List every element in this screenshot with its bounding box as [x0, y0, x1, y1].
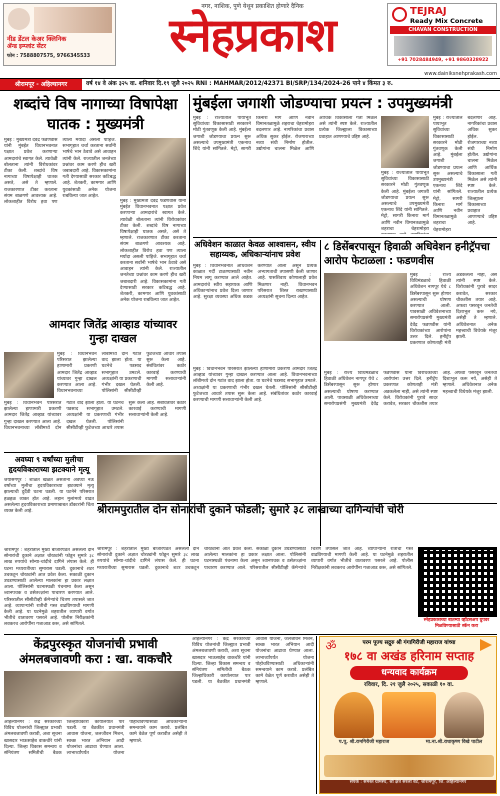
- article-5-body-extra: मुंबई : विधानभवन परिसरात झालेल्या हाणामारी प्रकरणी आमदार जितेंद्र आव्हाड यांच्यावर गुन्हा दाखल करण्यात आला आहे. विधानभवनाच्या लॉबीमध्ये दोन गटांत वाद झाला होता. या घटनेचे पडसाद सभागृहात उमटले. अध्यक्षांनी या प्रकरणाची गंभीर दखल घेतली. पोलिसांनी सीसीटीव्ही फुटेजच्या आधारे तपास सुरू केला आहे. संबंधितांवर कठोर कारवाई करण्याची मागणी सत्ताधाऱ्यांनी केली आहे.: [193, 367, 317, 404]
- article-4-body: मुंबई : राज्य विधिमंडळाचे हिवाळी अधिवेशन नागपूर येथे ८ डिसेंबरपासून सुरू होणार असल्याची घोषणा करण्यात आली. पावसाळी अधिवेशनाच्या समारोपप्रसंगी मुख्यमंत्री देवेंद्र फडणवीस यांनी विरोधकांच्या आरोपांना उत्तर दिले. हनीट्रॅप प्रकरणात कोणताही मंत्री अडकलेला नाही, असे त्यांनी स्पष्ट केले. विरोधकांनी पुरावे सादर करावेत, सरकार चौकशीस तयार आहे. अफवा पसरवून जनतेची दिशाभूल करू नये, असेही ते म्हणाले. अधिवेशनात अनेक महत्त्वाची विधेयके मंजूर झाली.: [410, 273, 497, 347]
- dateline-bar: [0, 78, 500, 91]
- deity-photo: [382, 692, 436, 738]
- website-link[interactable]: www.dainiksnehprakash.com: [424, 71, 497, 77]
- article-3-body: मुंबई : विधानभवनात अधिवेशन काळात गर्दी टाळण्यासाठी नवीन नियम लागू करण्यात आले आहेत. आमदारांचे स्वीय सहाय्यक आणि अधिकाऱ्यांनाच प्रवेश दिला जाणार आहे. सुरक्षा व्यवस्था अधिक कडक करण्यात आली असून प्रत्येक अभ्यागताची तपासणी केली जाणार आहे. पासशिवाय कोणालाही प्रवेश मिळणार नाही. विधानभवन परिसरात शिस्त राखण्यासाठी अध्यक्षांनी सूचना दिल्या आहेत.: [193, 264, 317, 301]
- newspaper-title: स्नेहप्रकाश: [169, 8, 336, 62]
- section-divider: [193, 237, 497, 238]
- article-5-headline[interactable]: आमदार जितेंद्र आव्हाड यांच्यावर गुन्हा दाखल: [48, 318, 178, 345]
- article-1-headline[interactable]: शब्दांचे विष नागाच्या विषापेक्षा घातक : मुख्यमंत्री: [13, 95, 178, 133]
- event-date: रविवार, दि. २१ जुलै २०२५, सकाळी १० वा.: [364, 682, 454, 688]
- article-1-body-continued: मुंबई : मुख्यमंत्री देवेंद्र फडणवीस यांनी मुंबईत विधानभवनात पक्षात प्रवेश करणाऱ्या आमदारांचे स्वागत केले. त्यावेळी बोलताना त्यांनी विरोधकांवर टीका केली. शब्दांचे विष नागाच्या विषापेक्षाही घातक असते, असे ते म्हणाले. राजकारणात टीका करताना संयम बाळगणे आवश्यक आहे. लोकशाहीत विरोध हवा पण त्याला मर्यादा असली पाहिजे. सभागृहात चर्चा करताना सर्वांनी भाषेचे भान ठेवावे असे आवाहन त्यांनी केले. राज्यातील जनतेच्या प्रश्नांवर काम करणे हीच खरी जबाबदारी आहे. विकासकामांना गती देण्यासाठी सरकार कटिबद्ध आहे. शेतकरी, कामगार आणि युवकांसाठी अनेक योजना राबविल्या जात आहेत.: [120, 199, 186, 304]
- article-6-headline[interactable]: अवघ्या ९ वर्षांच्या मुलीचा हृदयविकाराच्या झटक्याने मृत्यू: [8, 455, 90, 474]
- article-4-photo: [324, 273, 407, 341]
- section-divider: [4, 634, 497, 635]
- event-person2: मा.ना.श्री.राधाकृष्ण विखे पाटील: [425, 740, 483, 745]
- article-4-body-continued: मुंबई : राज्य विधिमंडळाचे हिवाळी अधिवेशन नागपूर येथे ८ डिसेंबरपासून सुरू होणार असल्याची घोषणा करण्यात आली. पावसाळी अधिवेशनाच्या समारोपप्रसंगी मुख्यमंत्री देवेंद्र फडणवीस यांनी विरोधकांच्या आरोपांना उत्तर दिले. हनीट्रॅप प्रकरणात कोणताही मंत्री अडकलेला नाही, असे त्यांनी स्पष्ट केले. विरोधकांनी पुरावे सादर करावेत, सरकार चौकशीस तयार आहे. अफवा पसरवून जनतेची दिशाभूल करू नये, असेही ते म्हणाले. अधिवेशनात अनेक महत्त्वाची विधेयके मंजूर झाली.: [324, 371, 497, 408]
- article-5-photo: [4, 352, 54, 398]
- article-2-body-continued: मुंबई : राज्यातील पायाभूत सुविधांच्या विकासासाठी सरकारने मोठी गुंतवणूक केली आहे. मुंबईला जगाशी जोडण्याचा प्रयत्न सुरू असल्याचे उपमुख्यमंत्री एकनाथ शिंदे यांनी सांगितले. मेट्रो, सागरी किनारा मार्ग आणि नवीन विमानतळामुळे शहराचा चेहरामोहरा: [381, 171, 429, 232]
- article-5-body-continued: मुंबई : विधानभवन परिसरात झालेल्या हाणामारी प्रकरणी आमदार जितेंद्र आव्हाड यांच्यावर गुन्हा दाखल करण्यात आला आहे. विधानभवनाच्या लॉबीमध्ये दोन गटांत वाद झाला होता. या घटनेचे पडसाद सभागृहात उमटले. अध्यक्षांनी या प्रकरणाची गंभीर दखल घेतली. पोलिसांनी सीसीटीव्ही फुटेजच्या आधारे तपास सुरू केला आहे. संबंधितांवर कठोर कारवाई करण्याची मागणी सत्ताधाऱ्यांनी केली आहे.: [4, 401, 186, 431]
- article-4-headline[interactable]: ८ डिसेंबरपासून हिवाळी अधिवेशन हनीट्रॅपचा आरोप फेटाळला : फडणवीस: [324, 241, 490, 267]
- article-5-body: मुंबई : विधानभवन परिसरात झालेल्या हाणामारी प्रकरणी आमदार जितेंद्र आव्हाड यांच्यावर गुन्हा दाखल करण्यात आला आहे. विधानभवनाच्या लॉबीमध्ये दोन गटांत वाद झाला होता. या घटनेचे पडसाद सभागृहात उमटले. अध्यक्षांनी या प्रकरणाची गंभीर दखल घेतली. पोलिसांनी सीसीटीव्ही फुटेजच्या आधारे तपास सुरू केला आहे. संबंधितांवर कठोर कारवाई करण्याची मागणी सत्ताधाऱ्यांनी केली आहे.: [57, 352, 186, 395]
- newspaper-tagline: नगर, नाशिक, पुणे येथून प्रकाशित होणारे दैनिक: [201, 3, 304, 10]
- tejraj-logo-icon: [392, 7, 407, 22]
- section-divider: [4, 452, 189, 453]
- clinic-phone: फोन : 7588807575, 9766345533: [7, 54, 91, 59]
- om-icon: ॐ: [325, 639, 337, 653]
- qr-caption: स्नेहप्रकाशच्या बातम्या व्हॉटसअप ग्रुपवर मिळविण्यासाठी स्कॅन करा: [423, 618, 490, 629]
- person2-photo: [444, 692, 484, 738]
- tejraj-company: CHAVAN CONSTRUCTION: [390, 26, 496, 34]
- article-6-photo: [97, 455, 187, 501]
- article-6-body: जयसिंगपूर : शाळेत खेळत असताना अवघ्या नऊ वर्षांच्या मुलीचा हृदयविकाराच्या झटक्याने मृत्यू झाल्याची दुर्दैवी घटना घडली. या घटनेने परिसरात हळहळ व्यक्त होत आहे. लहान मुलांमध्ये वाढत असलेल्या हृदयविकाराच्या प्रमाणाबाबत डॉक्टरांनी चिंता व्यक्त केली आहे.: [4, 478, 94, 515]
- article-3-headline[interactable]: अधिवेशन काळात केवळ आश्वासन, स्वीय सहाय्यक, अधिकाऱ्यांनाच प्रवेश: [194, 240, 316, 259]
- tejraj-product: Ready Mix Concrete: [410, 17, 483, 25]
- dateline-city: श्रीरामपूर - अहिल्यानगर: [0, 79, 82, 90]
- event-person1: प.पू. श्री.रामगिरीजी महाराज: [338, 740, 390, 745]
- article-1-photo: [120, 138, 186, 196]
- article-1-body: मुंबई : मुख्यमंत्री देवेंद्र फडणवीस यांनी मुंबईत विधानभवनात पक्षात प्रवेश करणाऱ्या आमदारांचे स्वागत केले. त्यावेळी बोलताना त्यांनी विरोधकांवर टीका केली. शब्दांचे विष नागाच्या विषापेक्षाही घातक असते, असे ते म्हणाले. राजकारणात टीका करताना संयम बाळगणे आवश्यक आहे. लोकशाहीत विरोध हवा पण त्याला मर्यादा असली पाहिजे. सभागृहात चर्चा करताना सर्वांनी भाषेचे भान ठेवावे असे आवाहन त्यांनी केले. राज्यातील जनतेच्या प्रश्नांवर काम करणे हीच खरी जबाबदारी आहे. विकासकामांना गती देण्यासाठी सरकार कटिबद्ध आहे. शेतकरी, कामगार आणि युवकांसाठी अनेक योजना राबविल्या जात आहेत.: [4, 138, 116, 206]
- article-7-body: श्रीरामपूर : शहरातील मुख्य बाजारपेठेत असलेली दोन सोनारांची दुकाने अज्ञात चोरट्यांनी फोडून सुमारे ३८ लाख रुपयांचे सोन्या-चांदीचे दागिने लंपास केले. ही घटना मध्यरात्रीच्या सुमारास घडली. दुकानाचे शटर उचकटून चोरट्यांनी आत प्रवेश केला. सकाळी दुकान उघडण्यासाठी आलेल्या मालकांना हा प्रकार लक्षात आला. पोलिसांनी घटनास्थळी पंचनामा केला असून श्वानपथक व ठसेतज्ज्ञांना पाचारण करण्यात आले. परिसरातील सीसीटीव्ही कॅमेऱ्यांचे चित्रण तपासले जात आहे. व्यापाऱ्यांनी रात्रीची गस्त वाढविण्याची मागणी केली आहे. या घटनेमुळे शहरातील व्यापारी वर्गात भीतीचे वातावरण पसरले आहे. पोलीस निरीक्षकांनी लवकरच आरोपींना गजाआड करू, असे सांगितले.: [97, 547, 413, 571]
- column-divider: [316, 636, 317, 794]
- smile-photo: [34, 7, 112, 33]
- person1-photo: [334, 692, 374, 738]
- article-7-headline[interactable]: श्रीरामपुरातील दोन सोनारांची दुकाने फोडली; सुमारे ३८ लाखाच्या दागिन्यांची चोरी: [97, 504, 404, 516]
- article-2-sidebar: मुंबई : राज्यातील पायाभूत सुविधांच्या विकासासाठी सरकारने मोठी गुंतवणूक केली आहे. मुंबईला जगाशी जोडण्याचा प्रयत्न सुरू असल्याचे उपमुख्यमंत्री एकनाथ शिंदे यांनी सांगितले. मेट्रो, सागरी किनारा मार्ग आणि नवीन विमानतळामुळे शहराचा चेहरामोहरा बदलणार आहे. नागरिकांचा प्रवास अधिक सुकर होईल. रोजगाराच्या नव्या संधी निर्माण होतील. उद्योगांना चालना मिळेल आणि आर्थिक विकासाला गती मिळेल असे त्यांनी स्पष्ट केले. राज्यातील प्रत्येक जिल्ह्याला विकासाच्या प्रवाहात आणण्याचे उद्दिष्ट आहे.: [433, 116, 497, 233]
- mixer-truck-photo: [394, 36, 492, 56]
- event-title: १७८ वा अखंड हरिनाम सप्ताह: [343, 649, 475, 663]
- tejraj-brand: TEJRAJ: [410, 6, 447, 17]
- event-footer: संपर्क : समस्त ग्रामस्थ, श्री क्षेत्र सरला बेट, श्रीरामपूर, जि. अहिल्यानगर: [320, 780, 496, 793]
- article-8-body: अहिल्यानगर : केंद्र सरकारच्या विविध योजनांची जिल्ह्यात प्रभावी अंमलबजावणी करावी, अशा सूचना खासदार भाऊसाहेब वाकचौरे यांनी दिल्या. जिल्हा विकास समन्वय व संनियंत्रण समितीची बैठक जिल्हाधिकारी कार्यालयात पार पडली. या बैठकीत प्रधानमंत्री आवास योजना, जलजीवन मिशन, स्वच्छ भारत अभियान आदी योजनांचा आढावा घेण्यात आला. लाभार्थ्यांपर्यंत योजना पोहोचविण्यासाठी अधिकाऱ्यांनी समन्वयाने काम करावे. प्रलंबित कामे वेळेत पूर्ण करावीत असेही ते म्हणाले.: [4, 720, 187, 757]
- masthead: [0, 0, 500, 70]
- article-7-body-left-column: श्रीरामपूर : शहरातील मुख्य बाजारपेठेत असलेली दोन सोनारांची दुकाने अज्ञात चोरट्यांनी फोडून सुमारे ३८ लाख रुपयांचे सोन्या-चांदीचे दागिने लंपास केले. ही घटना मध्यरात्रीच्या सुमारास घडली. दुकानाचे शटर उचकटून चोरट्यांनी आत प्रवेश केला. सकाळी दुकान उघडण्यासाठी आलेल्या मालकांना हा प्रकार लक्षात आला. पोलिसांनी घटनास्थळी पंचनामा केला असून श्वानपथक व ठसेतज्ज्ञांना पाचारण करण्यात आले. परिसरातील सीसीटीव्ही कॅमेऱ्यांचे चित्रण तपासले जात आहे. व्यापाऱ्यांनी रात्रीची गस्त वाढविण्याची मागणी केली आहे. या घटनेमुळे शहरातील व्यापारी वर्गात भीतीचे वातावरण पसरले आहे. पोलीस निरीक्षकांनी लवकरच आरोपींना गजाआड करू, असे सांगितले.: [4, 548, 94, 628]
- article-8-body-continued: अहिल्यानगर : केंद्र सरकारच्या विविध योजनांची जिल्ह्यात प्रभावी अंमलबजावणी करावी, अशा सूचना खासदार भाऊसाहेब वाकचौरे यांनी दिल्या. जिल्हा विकास समन्वय व संनियंत्रण समितीची बैठक जिल्हाधिकारी कार्यालयात पार पडली. या बैठकीत प्रधानमंत्री आवास योजना, जलजीवन मिशन, स्वच्छ भारत अभियान आदी योजनांचा आढावा घेण्यात आला. लाभार्थ्यांपर्यंत योजना पोहोचविण्यासाठी अधिकाऱ्यांनी समन्वयाने काम करावे. प्रलंबित कामे वेळेत पूर्ण करावीत असेही ते म्हणाले.: [192, 637, 314, 686]
- event-program: धन्यवाद कार्यक्रम: [350, 666, 468, 680]
- column-divider: [189, 94, 190, 546]
- event-top-line: परम पूज्य सद्गुरु श्री गंगागिरीजी महाराज यांच्या: [362, 640, 456, 646]
- column-divider: [320, 240, 321, 546]
- dental-clinic-ad[interactable]: [3, 3, 116, 66]
- clinic-title: नीड डेंटल केअर क्लिनिक: [7, 35, 67, 43]
- event-speakers-row: [324, 755, 494, 777]
- article-2-headline[interactable]: मुंबईला जगाशी जोडण्याचा प्रयत्न : उपमुख्यमंत्री: [193, 94, 453, 112]
- article-2-photo: [381, 116, 429, 168]
- qr-code[interactable]: [418, 547, 497, 617]
- tejraj-ad[interactable]: [387, 3, 497, 66]
- tejraj-phone: +91 7028484949, +91 9860328922: [397, 58, 489, 63]
- event-ad[interactable]: [319, 636, 497, 794]
- article-2-body: मुंबई : राज्यातील पायाभूत सुविधांच्या विकासासाठी सरकारने मोठी गुंतवणूक केली आहे. मुंबईला जगाशी जोडण्याचा प्रयत्न सुरू असल्याचे उपमुख्यमंत्री एकनाथ शिंदे यांनी सांगितले. मेट्रो, सागरी किनारा मार्ग आणि नवीन विमानतळामुळे शहराचा चेहरामोहरा बदलणार आहे. नागरिकांचा प्रवास अधिक सुकर होईल. रोजगाराच्या नव्या संधी निर्माण होतील. उद्योगांना चालना मिळेल आणि आर्थिक विकासाला गती मिळेल असे त्यांनी स्पष्ट केले. राज्यातील प्रत्येक जिल्ह्याला विकासाच्या प्रवाहात आणण्याचे उद्दिष्ट आहे.: [193, 116, 377, 153]
- dateline-details: वर्ष १४ वे अंक ३२५ वा. शनिवार दि.१९ जुलै २०२५ RNI : MAHMAR/2012/42371 BI/SRP/134/2024-26 पाने ४ किंमत ३ रु.: [86, 81, 393, 87]
- article-8-photo: [4, 671, 187, 717]
- clinic-subtitle: ॲन्ड इम्प्लांट सेंटर: [7, 43, 47, 50]
- article-8-headline[interactable]: केंद्रपुरस्कृत योजनांची प्रभावी अंमलबजावणी करा : खा. वाकचौरे: [19, 637, 172, 666]
- tooth-icon: [8, 8, 30, 30]
